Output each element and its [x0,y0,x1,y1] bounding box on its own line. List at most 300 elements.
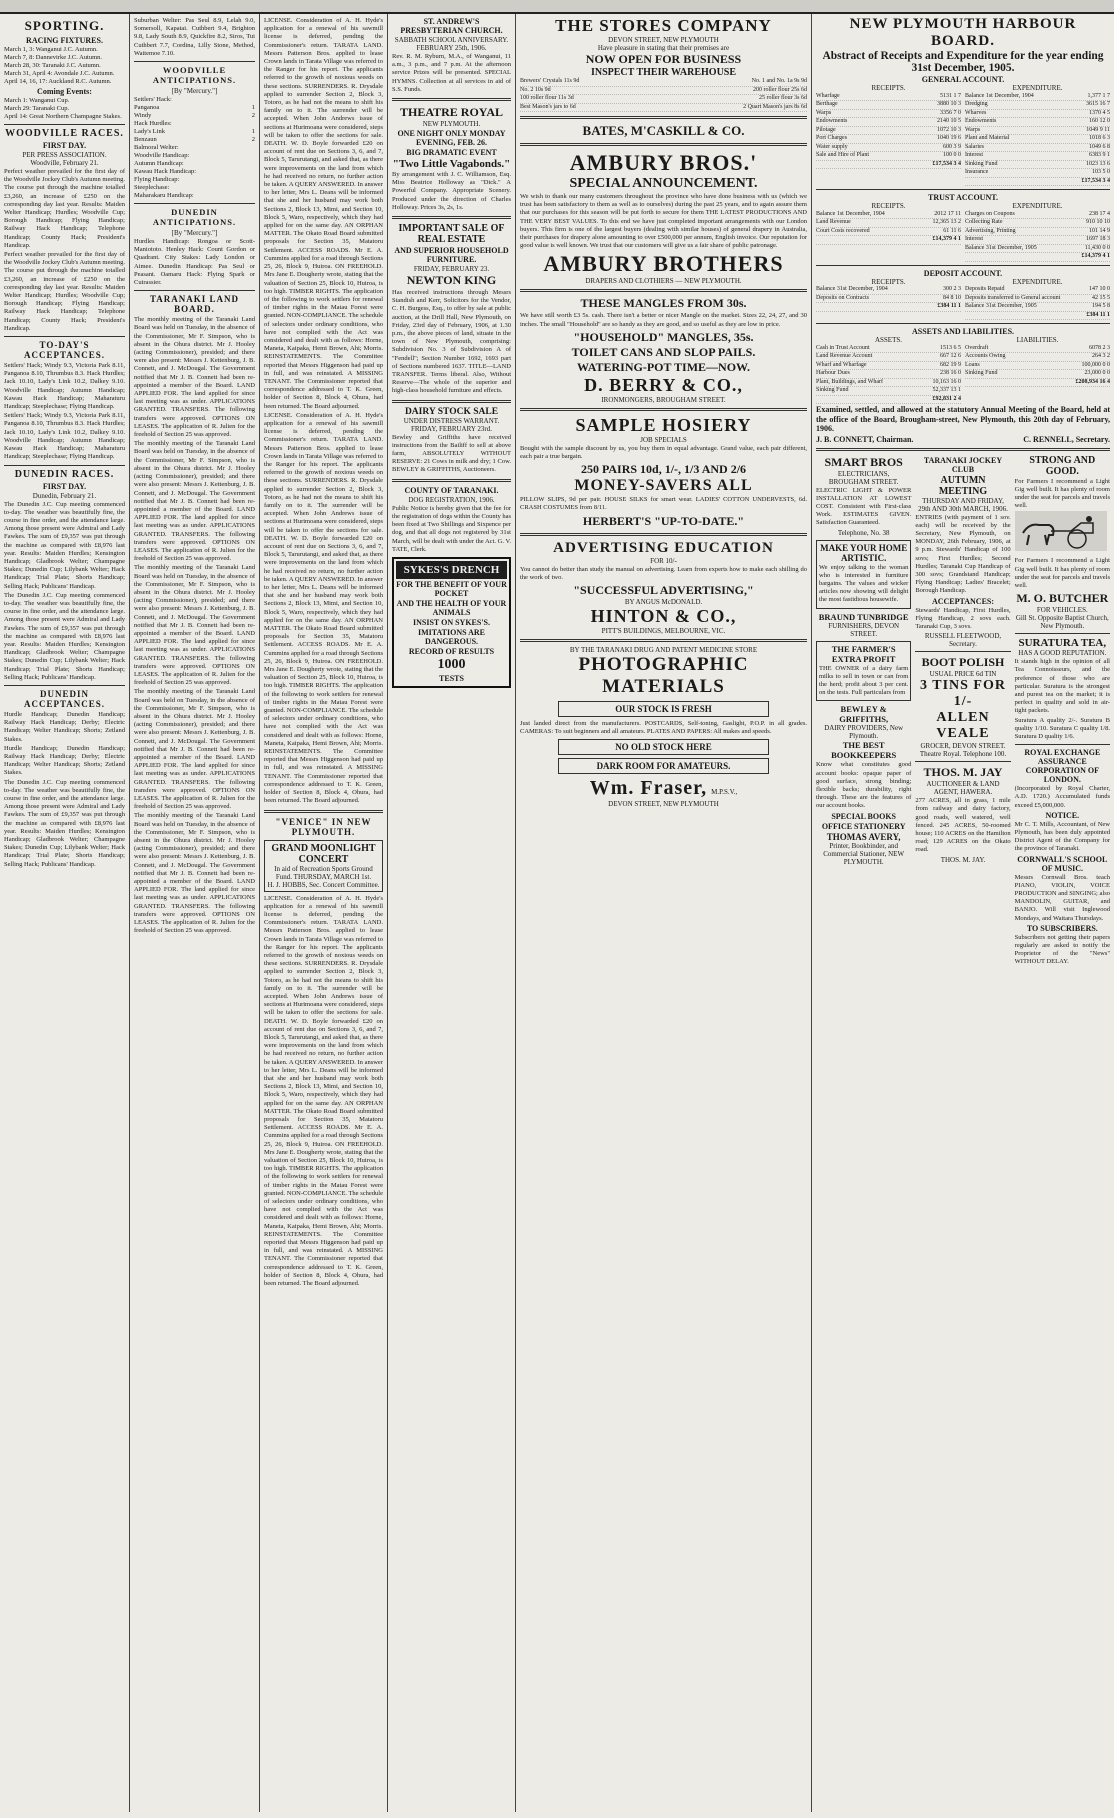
ambury-special: SPECIAL ANNOUNCEMENT. [569,176,758,191]
photo-fresh-box: OUR STOCK IS FRESH [558,701,769,717]
subscribers-body: Subscribers not getting their papers regularly are asked to notify the Proprietor of the "News" WITHOUT DELAY. [1014,933,1110,966]
list-item: March 29: Taranaki Cup. [4,105,70,112]
church-heading: ST. ANDREW'S PRESBYTERIAN CHURCH. [400,17,503,35]
trust-account-table [816,203,1110,262]
stores-sub: DEVON STREET, NEW PLYMOUTH [608,36,719,44]
important-body: Has received instructions through Messrs Standish and Kerr, Solicitors for the Vendor, C. H. Burgess, Esq., to offer by sale at public auction, at the Drill Hall, New Plymouth, on Friday, 23rd day of February, 1906, at 1.30 p.m., the above pieces of land, situate in the town of New Plymouth, comprising: Subdivision No. 3 of Subdivision A of "Fendell"; Section Number 1692, 1693 part of Sections numbered 1637. TITLE—LAND TRANSFER. Terms liberal. Also, Without Reserve—The whole of the superior and high-class household furniture and effects. [392,289,511,395]
table-row: Accounts Owing 264 3 2 [965,353,1110,362]
home-heading: MAKE YOUR HOME ARTISTIC. [820,542,908,563]
church-sub: SABBATH SCHOOL ANNIVERSARY. [394,36,509,44]
signatures [816,435,1110,444]
table-row: Balance 1st December, 1904 2012 17 11 [816,211,961,220]
concert-ad [264,840,383,892]
liabilities [965,337,1110,404]
table-row: Plant and Material 1018 6 3 [965,135,1110,144]
list-item: Settlers' Hack: [134,96,172,104]
divider [520,143,807,146]
dairy-body: Bewley and Griffiths have received instructions from the Bailiff to sell at above farm, ABSOLUTELY WITHOUT RESERVE: 21 Cows in milk and dry; 1 Cow. BEWLEY & GRIFFITHS, Auctioneers. [392,433,511,474]
table-row: Dredging 3615 16 7 [965,101,1110,110]
important-date: FRIDAY, FEBRUARY 23. [413,265,490,274]
article-body-filler: LICENSE. Consideration of A. H. Hyde's application for a renewal of his sawmill license is deferred, pending the Commissioner's return. TARATA LAND. Messrs Patterson Bros. applied to lease Crown lands in Tarata Village was referred to the Ranger for his report. The applicants referred to the growth of noxious weeds on these sections. SURRENDERS. R. Drysdale applied to surrender Section 2, Block 3, Totoro, as he had not the means to shift his family on to it. The surrender will be accepted. When John Andrews issue of sections at Hurimoana were considered, steps will be taken to offer the sections for sale. DEATH. W. D. Boyle forwarded £20 on account of rent due on Sections 3, 6, and 7, Block 5, Tarurutangi, and asked that, as there were improvements on the land from which he had received no return, no further action be taken. A QUERY ANSWERED. In answer to her letter, Mrs L. Deans will be informed that she and her husband may work both Sections 2, Block 13, Mimi, and Section 10, Block 5, Waro, respectively, which they had applied for on the same day. AN ORPHAN MATTER. The Okato Road Board submitted proposals for Section 35, Matatoru Settlement. ACCESS ROADS. Mr E. A. Cummins applied for a road through Sections 25, 26, Block 9, Huiroa. ON FREEHOLD. Mrs Jane E. Dougherty wrote, stating that the valuation of Section 25, Block 10, Huiroa, is too high. TIMBER RIGHTS. The application of the following to work settlers for renewal of timber rights in the Matau Forest were granted. NON-COMPLIANCE. The schedule of selectors under ordinary conditions, who have not complied with the Act was considered and dealt with as follows: Horne, Maneta, Kaipaka, Hemi Brown, Ahi; Morris. REINSTATEMENTS. The Committee reported that Messrs Higgenson had paid up in full, and was reinstated. A MISSING TENANT. The Commissioner reported that correspondence addressed to T. K. Green, holder of Section 8, Block 4, Ohura, had been returned. The Board adjourned. [264,894,383,1288]
table-row: Advertising, Printing 101 14 9 [965,228,1110,237]
list-item: Windy 2 [134,112,255,120]
table-row: Court Costs recovered 61 11 6 [816,228,961,237]
bookkeepers-heading: THE BEST BOOKKEEPERS [831,740,897,761]
list-item: Woodville Handicap: [134,152,190,160]
table-row: Balance 31st December, 1905 11,430 0 0 [965,245,1110,254]
heading-woodville-races: WOODVILLE RACES. [5,128,124,139]
article-body-filler: The Dunedin J.C. Cup meeting commenced to-day. The weather was beautifully fine, the course in fine order, and the attendance large. Among those present were Admiral and Lady Fawkes. The sum of £9,357 was put through the machine as compared with £8,976 last year. Results: Maiden Hurdles; Kensington Handicap; Gladbrook Welter; Champagne Stakes; Dunedin Cup; Lilybank Welter; Hack Handicap; Trial Plate; Shorts Handicap; Selling Hack; Publicans' Handicap. [4,778,125,868]
special-books: SPECIAL BOOKS [831,811,896,821]
divider [134,290,255,291]
table-row: No. 2 10s 9d 200 roller flour 25s 6d [520,87,807,96]
divider [915,761,1010,762]
deposit-receipts [816,279,961,321]
stores-body: Have pleasure in stating that their premises are [597,44,730,52]
avery-heading: THOMAS AVERY, [826,831,901,842]
trust-expenditure [965,203,1110,262]
hinton-heading: HINTON & CO., [590,606,737,627]
column-harbour-board [812,14,1114,1812]
column-sporting [0,14,130,1812]
fraser-name: Wm. Fraser, [589,777,708,800]
fraser-cred: M.P.S.V., [711,788,738,797]
table-total: £17,534 3 4 [965,178,1110,187]
list-item: March 31, April 4: Avondale J.C. Autumn. [4,70,115,77]
jc-body: ENTRIES (with payment of 1 sov. each) will be received by the Secretary, New Plymouth, on MONDAY, 26th February, 1906, at 9 p.m. Stewards' Handicap of 100 sovs; First Hurdles; Second Hurdles; Taranaki Cup Handicap of 300 sovs; Grandstand Handicap; Flying Handicap; Ladies' Bracelet; Borough Handicap. [915,513,1011,595]
divider [520,533,807,536]
divider [816,265,1110,266]
article-body-filler: The monthly meeting of the Taranaki Land Board was held on Tuesday, in the absence of the Commissioner, Mr F. Simpson, who is absent in the Ohura district. Mr J. Hooley (acting Commissioner), presided; and there were also present: Messrs J. Kettenburg, J. B. Connett, and J. McDougal. The Government notified that Mr J. B. Connett had been re-appointed a member of the Board. LAND APPLIED FOR. The land applied for since last meeting was as under. APPLICATIONS GRANTED. TRANSFERS. The following transfers were approved. OPTIONS ON LEASES. The application of R. Julien for the freehold of Section 25 was approved. [134,812,255,935]
theatre-body: By arrangement with J. C. Williamson, Esq. Miss Beatrice Holloway as "Dick." A Powerful Company. Appropriate Scenery. Produced under the direction of Charles Holloway. Prices 3s, 2s, 1s. [392,171,511,211]
table-row: Endowments 160 12 0 [965,118,1110,127]
butcher-sub: FOR VEHICLES. [1036,606,1088,615]
table-total: £208,934 16 4 [965,379,1110,388]
home-body: We enjoy talking to the woman who is interested in furniture bargains. The values and wicker articles now showing will delight the most fastidious housewife. [819,563,909,604]
church-date: FEBRUARY 25th, 1906. [416,44,487,52]
divider [816,323,1110,324]
jay-sign: THOS. M. JAY. [940,855,986,864]
chairman-signature: J. B. CONNETT, Chairman. [816,434,914,444]
trust-account-heading: TRUST ACCOUNT. [928,193,998,202]
coming-events-title: Coming Events: [37,87,92,96]
suratura-heading: SURATURA TEA, [1018,637,1107,650]
sykes-line: IMITATIONS ARE DANGEROUS. [417,627,486,646]
article-body: Hurdle Handicap; Dunedin Handicap; Railway Hack Handicap; Derby; Electric Handicap; Welter Handicap; Shorts; Zetland Stakes. [4,710,125,743]
general-account-table [816,85,1110,186]
jc-sign: RUSSELL FLEETWOOD, Secretary. [924,632,1002,649]
table-row: Interest 6383 9 1 [965,152,1110,161]
article-body: The Dunedin J.C. Cup meeting commenced to-day. The weather was beautifully fine, the course in fine order, and the attendance large. Among those present were Admiral and Lady Fawkes. The sum of £9,357 was put through the machine as compared with £8,976 last year. Results: Maiden Hurdles; Kensington Handicap; Gladbrook Welter; Champagne Stakes; Dunedin Cup; Lilybank Welter; Hack Handicap; Trial Plate; Shorts Handicap; Selling Hack; Publicans' Handicap. [4,500,125,590]
notice-body: Mr C. T. Mills, Accountant, of New Plymouth, has been duly appointed District Agent of the Company for the province of Taranaki. [1014,820,1110,853]
article-body-filler: Perfect weather prevailed for the first day of the Woodville Jockey Club's Autumn meeting. The course put through the machine totalled £3,260, an increase of £250 on the corresponding day last year. Results: Maiden Welter Handicap; Hurdles; Woodville Cup; Borough Handicap; Flying Handicap; Railway Hack Handicap; Telephone Handicap; County Hack; President's Handicap. [4,251,125,332]
table-row: Endowments 2140 10 5 [816,118,961,127]
strong-body-2: For Farmers I recommend a Light Gig well built. It has plenty of room under the seat for parcels and travels well. [1014,557,1110,589]
table-row: Loans 100,000 0 0 [965,362,1110,371]
receipts-label: RECEIPTS. [871,202,906,210]
herbert-heading: HERBERT'S "UP-TO-DATE." [582,513,745,528]
jc-dates: THURSDAY AND FRIDAY, 29th AND 30th MARCH, 1906. [918,496,1008,513]
article-body: Settlers' Hack; Windy 9.3, Victoria Park 8.11, Panganoa 8.10, Thrumbus 8.3. Hack Hurdles; Jack 10.10, Lady's Link 10.2, Dalkey 9.10. Woodville Handicap; Autumn Handicap; Kawau Hack Handicap; Maharaturu Handicap; Steeplechase; Flying Handicap. [4,362,125,411]
hinton-addr: PITT'S BUILDINGS, MELBOURNE, VIC. [601,627,726,636]
list-item: March 1: Wanganui Cup. [4,97,70,104]
concert-sign: H. J. HOBBS, Sec. Concert Committee. [267,880,380,889]
fraser-signature [520,777,807,800]
divider [520,639,807,642]
table-row: Best Mason's jars to 6d 2 Quart Mason's jars 8s 6d [520,104,807,113]
theatre-sub: NEW PLYMOUTH. [422,120,481,129]
berry-sub: IRONMONGERS, BROUGHAM STREET. [601,395,726,404]
deposit-account-heading: DEPOSIT ACCOUNT. [923,268,1003,278]
ad-column-b [915,455,1010,968]
general-expenditure [965,85,1110,186]
first-day-label: FIRST DAY. [42,141,87,150]
table-row: Port Charges 1040 19 6 [816,135,961,144]
divider [392,400,511,403]
cornwall-body: Messrs Cornwall Bros. teach PIANO, VIOLIN, VOICE PRODUCTION and SINGING; also MANDOLIN, GUITAR, and BANJO. Will visit Inglewood Mondays, and Waitara Thursdays. [1014,873,1110,922]
list-item: April 14, 16, 17: Auckland R.C. Autumn. [4,78,112,85]
stores-inspect: INSPECT THEIR WAREHOUSE [590,67,737,78]
avery-sub: Printer, Bookbinder, and Commercial Stationer, NEW PLYMOUTH. [823,841,905,866]
table-row: Deposits on Contracts 84 8 10 [816,295,961,304]
heading-woodville-anticipations: WOODVILLE ANTICIPATIONS. [152,65,237,86]
mangles-body: We have still worth £3 5s. cash. There isn't a better or nicer Mangle on the market. Sizes 22, 24, 27, and 30 inches. The small "Household" are so handy as they are good, and so useful as they are low in price. [520,312,807,328]
table-total: £14,379 4 1 [816,236,961,245]
photo-darkroom-box: DARK ROOM FOR AMATEURS. [558,758,769,774]
divider [4,336,125,337]
article-body-filler: Hurdle Handicap; Dunedin Handicap; Railway Hack Handicap; Derby; Electric Handicap; Welter Handicap; Shorts; Zetland Stakes. [4,744,125,777]
divider [134,203,255,204]
boot-polish: BOOT POLISH [921,655,1005,670]
cornwall-heading: CORNWALL'S SCHOOL OF MUSIC. [1017,854,1108,873]
first-day-label: FIRST DAY. [42,481,87,491]
divider [520,116,807,119]
divider [264,810,383,813]
table-row: Sinking Fund 1023 13 6 [965,161,1110,170]
strong-body: For Farmers I recommend a Light Gig well built. It has plenty of room under the seat for parcels and travels well. [1014,477,1110,510]
advertising-body: You cannot do better than study the manual on advertising. Learn from experts how to make each shilling do the work of two. [520,565,807,581]
notice-heading: NOTICE. [1045,810,1080,820]
article-body: Hurdles Handicap: Rongoa or Scott-Maniototo. Henley Hack: Count Gordon or Quadrant. City Stakes: Lady London or Aimee. Dunedin Handicap: Pas Seul or Peasant. Oamaru Hack: Flying Spark or Cuirassier. [134,238,255,287]
list-item: Panganoa 1 [134,104,255,112]
trust-receipts [816,203,961,262]
heading-dunedin-anticipations: DUNEDIN ANTICIPATIONS. [152,207,237,228]
general-receipts [816,85,961,186]
article-body-filler: Settlers' Hack; Windy 9.3, Victoria Park 8.11, Panganoa 8.10, Thrumbus 8.3. Hack Hurdles; Jack 10.10, Lady's Link 10.2, Dalkey 9.10. Woodville Handicap; Autumn Handicap; Kawau Hack Handicap; Maharaturu Handicap; Steeplechase; Flying Handicap. [4,412,125,461]
table-total: £384 11 1 [816,303,961,312]
photo-body: Just landed direct from the manufacturers. POSTCARDS, Self-toning, Gaslight, P.O.P. in all grades. CAMERAS: To suit beginners and all amateurs. PLATES AND PAPERS: All makes and speeds. [520,720,807,736]
list-item: Lady's Link 1 [134,128,255,136]
veale-sub: GROCER, DEVON STREET. Theatre Royal. Telephone 100. [919,742,1007,759]
list-item: March 7, 8: Dannevirke J.C. Autumn. [4,54,103,61]
suratura-prices: Suratura A quality 2/-. Suratura B quality 1/10. Suratura C quality 1/8. Suratura D quality 1/6. [1014,716,1110,740]
dairy-heading: DAIRY STOCK SALE [404,406,499,417]
money-heading: MONEY-SAVERS ALL [574,477,753,495]
heading-sporting: SPORTING. [24,18,105,33]
press-association: PER PRESS ASSOCIATION. [22,151,107,159]
article-body: Suburban Welter: Pas Seul 8.9, Lelah 9.0, Somersoll, Kapatai. Cuthbert 9.4, Brighton 9.8, Lady South 8.9, Quickfire 8.2, Siros, Tui Cuthbert 7.7, Cordina, Lilly Stone, Method, Waitemoe 7.10. [134,17,255,57]
braund-sub: FURNISHERS, DEVON STREET. [828,621,900,638]
smart-heading: SMART BROS [824,454,903,469]
secretary-signature: C. RENNELL, Secretary. [1023,434,1110,444]
mangles-sub: "HOUSEHOLD" MANGLES, 35s. [573,329,754,344]
table-row: Harbour Dues 238 16 0 [816,370,961,379]
table-row: Insurance 103 5 0 [965,169,1110,178]
jay-heading: THOS. M. JAY [923,765,1003,780]
abstract-title: Abstract of Receipts and Expenditure for the year ending 31st December, 1905. [822,50,1104,74]
divider [4,465,125,466]
column-notices [388,14,516,1812]
successful-heading: "SUCCESSFUL ADVERTISING," [573,583,754,598]
table-row: Collecting Rate 910 10 10 [965,219,1110,228]
heading-venice: "VENICE" IN NEW PLYMOUTH. [275,816,372,837]
office-stationery: OFFICE STATIONERY [821,821,906,831]
list-item: Balmoral Welter: [134,144,179,152]
list-item: Maharakaru Handicap: [134,192,194,200]
list-item: March 1, 3: Wanganui J.C. Autumn. [4,46,98,53]
list-item: Flying Handicap: [134,176,180,184]
table-row: Land Revenue 12,365 13 2 [816,219,961,228]
table-total: £14,379 4 1 [965,253,1110,262]
farmer-ad [816,641,911,702]
sykes-line: INSIST ON SYKES'S. [413,617,490,627]
church-body: Rev. R. M. Ryburn, M.A., of Wanganui, 11 a.m., 3 p.m., and 7 p.m. At the afternoon service Prizes will be presented. SPECIAL HYMNS. Collection at all services in aid of S.S. Funds. [392,53,511,93]
list-item: Autumn Handicap: [134,160,184,168]
table-row: Interest 1697 18 3 [965,236,1110,245]
divider [392,216,511,219]
assets [816,337,961,404]
article-body-filler: LICENSE. Consideration of A. H. Hyde's application for a renewal of his sawmill license is deferred, pending the Commissioner's return. TARATA LAND. Messrs Patterson Bros. applied to lease Crown lands in Tarata Village was referred to the Ranger for his report. The applicants referred to the growth of noxious weeds on these sections. SURRENDERS. R. Drysdale applied to surrender Section 2, Block 3, Totoro, as he had not the means to shift his family on to it. The surrender will be accepted. When John Andrews issue of sections at Hurimoana were considered, steps will be taken to offer the sections for sale. DEATH. W. D. Boyle forwarded £20 on account of rent due on Sections 3, 6, and 7, Block 5, Tarurutangi, and asked that, as there were improvements on the land from which he had received no return, no further action be taken. A QUERY ANSWERED. In answer to her letter, Mrs L. Deans will be informed that she and her husband may work both Sections 2, Block 13, Mimi, and Section 10, Block 5, Waro, respectively, which they had applied for on the same day. AN ORPHAN MATTER. The Okato Road Board submitted proposals for Section 35, Matatoru Settlement. ACCESS ROADS. Mr E. A. Cummins applied for a road through Sections 25, 26, Block 9, Huiroa. ON FREEHOLD. Mrs Jane E. Dougherty wrote, stating that the valuation of Section 25, Block 10, Huiroa, is too high. TIMBER RIGHTS. The application of the following to work settlers for renewal of timber rights in the Matau Forest were granted. NON-COMPLIANCE. The schedule of selectors under ordinary conditions, who have not complied with the Act was considered and dealt with as follows: Horne, Maneta, Kaipaka, Hemi Brown, Ahi; Morris. REINSTATEMENTS. The Committee reported that Messrs Higgenson had paid up in full, and was reinstated. A MISSING TENANT. The Commissioner reported that correspondence addressed to T. K. Green, holder of Section 8, Block 4, Ohura, had been returned. The Board adjourned. [264,411,383,805]
bates-heading: BATES, M'CASKILL & CO. [582,123,745,138]
byline: [By "Mercury."] [171,87,218,96]
hosiery-price: 250 PAIRS 10d, 1/-, 1/3 AND 2/6 [580,462,747,477]
table-row: Brewers' Crystals 11s 9d No. 1 and No. 1a 9s 9d [520,78,807,87]
column-adverts [516,14,812,1812]
table-row: Sinking Fund 52,337 13 1 [816,387,961,396]
article-body: The monthly meeting of the Taranaki Land Board was held on Tuesday, in the absence of the Commissioner, Mr F. Simpson, who is absent in the Ohura district. Mr J. Hooley (acting Commissioner), presided; and there were also present: Messrs J. Kettenburg, J. B. Connett, and J. McDougal. The Government notified that Mr J. B. Connett had been re-appointed a member of the Board. LAND APPLIED FOR. The land applied for since last meeting was as under. APPLICATIONS GRANTED. TRANSFERS. The following transfers were approved. OPTIONS ON LEASES. The application of R. Julien for the freehold of Section 25 was approved. [134,316,255,439]
bewley-sub: DAIRY PROVIDERS, New Plymouth. [824,724,904,741]
smart-addr: BROUGHAM STREET. [828,477,899,486]
divider [520,289,807,292]
home-ad [816,540,911,609]
table-row: Cash in Trust Account 1513 6 5 [816,345,961,354]
deposit-expenditure [965,279,1110,321]
horse-buggy-illustration [1015,511,1107,551]
heading-taranaki-land-board: TARANAKI LAND BOARD. [149,294,240,315]
byline: [By "Mercury."] [171,229,218,238]
article-body: Perfect weather prevailed for the first day of the Woodville Jockey Club's Autumn meeting. The course put through the machine totalled £3,260, an increase of £250 on the corresponding day last year. Results: Maiden Welter Handicap; Hurdles; Woodville Cup; Borough Handicap; Flying Handicap; Railway Hack Handicap; Telephone Handicap; County Hack; President's Handicap. [4,168,125,249]
smart-phone: Telephone, No. 38 [837,528,890,537]
table-row: Wharfage 5131 1 7 [816,93,961,102]
anticipations-list [134,96,255,200]
sykes-line: FOR THE BENEFIT OF YOUR POCKET [396,579,507,598]
table-row: Warps 3356 7 0 [816,110,961,119]
article-body-filler: The Dunedin J.C. Cup meeting commenced to-day. The weather was beautifully fine, the course in fine order, and the attendance large. Among those present were Admiral and Lady Fawkes. The sum of £9,357 was put through the machine as compared with £8,976 last year. Results: Maiden Hurdles; Kensington Handicap; Gladbrook Welter; Champagne Stakes; Dunedin Cup; Lilybank Welter; Hack Handicap; Trial Plate; Shorts Handicap; Selling Hack; Publicans' Handicap. [4,591,125,681]
expenditure-label: EXPENDITURE. [1012,202,1063,210]
smart-sub: ELECTRICIANS, [837,469,890,478]
ambury-heading: AMBURY BROS.' [569,150,758,175]
table-row: 100 roller flour 11s 3d 25 roller flour 3s 6d [520,95,807,104]
heading-todays-acceptances: TO-DAY'S ACCEPTANCES. [23,340,106,361]
concert-title: GRAND MOONLIGHT CONCERT [271,842,376,865]
divider [392,98,511,101]
table-total: £17,534 3 4 [816,161,961,170]
racing-fixtures-title: RACING FIXTURES. [26,36,103,45]
sykes-title: SYKES'S DRENCH [396,561,507,579]
drug-store-line: BY THE TARANAKI DRUG AND PATENT MEDICINE STORE [569,646,758,655]
divider [816,189,1110,190]
table-row: Deposits Repaid 147 10 0 [965,286,1110,295]
jc-accept-body: Stewards' Handicap, First Hurdles, Flying Handicap, 2 sovs each. Taranaki Cup, 3 sovs. [915,606,1011,630]
butcher-addr: Gill St. Opposite Baptist Church, New Plymouth. [1015,614,1109,631]
photo-heading: PHOTOGRAPHIC MATERIALS [578,654,749,698]
successful-by: BY ANGUS McDONALD. [624,598,703,607]
table-total: £384 11 1 [965,312,1110,321]
table-row: Deposits transferred to General account 42 15 5 [965,295,1110,304]
ambury-addr: DRAPERS AND CLOTHIERS — NEW PLYMOUTH. [585,277,742,286]
jay-body: 277 ACRES, all in grass, 1 mile from railway and dairy factory, good roads, well watered, well fenced. 245 ACRES, 50-roomed house; 110 ACRES on the Hamilton road; 129 ACRES on the Okato road. [915,797,1011,854]
masthead-strip [0,0,1114,14]
royal-exchange-heading: ROYAL EXCHANGE ASSURANCE CORPORATION OF LONDON. [1024,748,1101,785]
article-body-filler: The monthly meeting of the Taranaki Land Board was held on Tuesday, in the absence of the Commissioner, Mr F. Simpson, who is absent in the Ohura district. Mr J. Hooley (acting Commissioner), presided; and there were also present: Messrs J. Kettenburg, J. B. Connett, and J. McDougal. The Government notified that Mr J. B. Connett had been re-appointed a member of the Board. LAND APPLIED FOR. The land applied for since last meeting was as under. APPLICATIONS GRANTED. TRANSFERS. The following transfers were approved. OPTIONS ON LEASES. The application of R. Julien for the freehold of Section 25 was approved. [134,564,255,687]
list-item: April 14: Great Northern Champagne Stakes. [4,113,122,120]
table-row: Wharves 1370 4 5 [965,110,1110,119]
theatre-heading: THEATRE ROYAL [399,105,504,120]
table-row: Water supply 600 3 9 [816,144,961,153]
dateline: Dunedin, February 21. [32,491,97,500]
table-row: Salaries 1049 6 8 [965,144,1110,153]
strong-heading: STRONG AND GOOD. [1029,454,1096,477]
stores-open: NOW OPEN FOR BUSINESS [585,52,742,66]
divider [915,651,1010,652]
mangles-heading: THESE MANGLES FROM 30s. [580,296,747,311]
fraser-addr: DEVON STREET, NEW PLYMOUTH [608,800,719,809]
advertising-price: FOR 10/- [650,556,677,565]
table-row: Charges on Coupons 238 17 4 [965,211,1110,220]
ambury-brothers: AMBURY BROTHERS [543,251,784,277]
heading-dunedin-races: DUNEDIN RACES. [14,468,115,480]
butcher-heading: M. O. BUTCHER [1016,591,1109,606]
boot-offer: 3 TINS FOR 1/- [920,678,1006,710]
article-body: LICENSE. Consideration of A. H. Hyde's application for a renewal of his sawmill license is deferred, pending the Commissioner's return. TARATA LAND. Messrs Patterson Bros. applied to lease Crown lands in Tarata Village was referred to the Ranger for his report. The applicants referred to the growth of noxious weeds on these sections. SURRENDERS. R. Drysdale applied to surrender Section 2, Block 3, Totoro, as he had not the means to shift his family on to it. The surrender will be accepted. When John Andrews issue of sections at Hurimoana were considered, steps will be taken to offer the sections for sale. DEATH. W. D. Boyle forwarded £20 on account of rent due on Sections 3, 6, and 7, Block 5, Tarurutangi, and asked that, as there were improvements on the land from which he had received no return, no further action be taken. A QUERY ANSWERED. In answer to her letter, Mrs L. Deans will be informed that she and her husband may work both Sections 2, Block 13, Mimi, and Section 10, Block 5, Waro, respectively, which they had applied for on the same day. AN ORPHAN MATTER. The Okato Road Board submitted proposals for Section 35, Matatoru Settlement. ACCESS ROADS. Mr E. A. Cummins applied for a road through Sections 25, 26, Block 9, Huiroa. ON FREEHOLD. Mrs Jane E. Dougherty wrote, stating that the valuation of Section 25, Block 10, Huiroa, is too high. TIMBER RIGHTS. The application of the following to work settlers for renewal of timber rights in the Matau Forest were granted. NON-COMPLIANCE. The schedule of selectors under ordinary conditions, who have not complied with the Act was considered and dealt with as follows: Horne, Maneta, Kaipaka, Hemi Brown, Ahi; Morris. REINSTATEMENTS. The Committee reported that Messrs Higgenson had paid up in full, and was reinstated. A MISSING TENANT. The Commissioner reported that correspondence addressed to T. K. Green, holder of Section 8, Block 4, Ohura, had been returned. The Board adjourned. [264,17,383,410]
braund-heading: BRAUND TUNBRIDGE [818,611,909,622]
list-item: Steeplechase: [134,184,170,192]
assets-label: ASSETS. [874,336,903,344]
dairy-sub: UNDER DISTRESS WARRANT. [403,416,500,425]
sykes-ad [392,557,511,688]
column-land-board-cont [260,14,388,1812]
smart-body: ELECTRIC LIGHT & POWER INSTALLATION AT LOWEST COST. Consistent with First-class Work. ESTIMATES GIVEN. Satisfaction Guaranteed. [816,486,912,527]
table-row: Wharf and Wharfage 682 19 9 [816,362,961,371]
article-body-filler: The monthly meeting of the Taranaki Land Board was held on Tuesday, in the absence of the Commissioner, Mr F. Simpson, who is absent in the Ohura district. Mr J. Hooley (acting Commissioner), presided; and there were also present: Messrs J. Kettenburg, J. B. Connett, and J. McDougal. The Government notified that Mr J. B. Connett had been re-appointed a member of the Board. LAND APPLIED FOR. The land applied for since last meeting was as under. APPLICATIONS GRANTED. TRANSFERS. The following transfers were approved. OPTIONS ON LEASES. The application of R. Julien for the freehold of Section 25 was approved. [134,688,255,811]
bookkeepers-body: Know what constitutes good account books: opaque paper of good surface, strong binding; flexible backs; durability, right through. These are the features of our account books. [816,761,912,810]
jockey-club-heading: TARANAKI JOCKEY CLUB [923,455,1003,474]
table-row: Balance 31st December, 1905 194 5 8 [965,303,1110,312]
sykes-line: AND THE HEALTH OF YOUR ANIMALS [396,598,507,617]
article-body-filler: The monthly meeting of the Taranaki Land Board was held on Tuesday, in the absence of the Commissioner, Mr F. Simpson, who is absent in the Ohura district. Mr J. Hooley (acting Commissioner), presided; and there were also present: Messrs J. Kettenburg, J. B. Connett, and J. McDougal. The Government notified that Mr J. B. Connett had been re-appointed a member of the Board. LAND APPLIED FOR. The land applied for since last meeting was as under. APPLICATIONS GRANTED. TRANSFERS. The following transfers were approved. OPTIONS ON LEASES. The application of R. Julien for the freehold of Section 25 was approved. [134,440,255,563]
theatre-line: ONE NIGHT ONLY MONDAY EVENING, FEB. 26. [397,129,506,148]
suratura-sub: HAS A GOOD REPUTATION. [1018,649,1107,658]
county-heading: COUNTY OF TARANAKI. [404,485,499,495]
important-sale-heading: IMPORTANT SALE OF REAL ESTATE [398,223,505,246]
concert-sub: In aid of Recreation Sports Ground Fund. THURSDAY, MARCH 1st. [274,864,373,881]
examined-note: Examined, settled, and allowed at the statutory Annual Meeting of the Board, held at the office of the Board, Brougham-street, New Plymouth, this 20th day of February, 1906. [816,405,1110,433]
table-row: Balance 31st December, 1904 300 2 3 [816,286,961,295]
table-row: Sinking Fund 23,000 0 0 [965,370,1110,379]
divider [1015,744,1110,745]
receipts-label: RECEIPTS. [871,84,906,92]
table-row: Land Revenue Account 667 12 6 [816,353,961,362]
table-row: Balance 1st December, 1904 1,377 1 7 [965,93,1110,102]
table-row: Berthage 3880 10 3 [816,101,961,110]
ad-column-c [1015,455,1110,968]
hosiery-body: Bought with the sample discount by us, you buy them in equal advantage. Grand value, each pair different, each pair a true bargain. [520,444,807,461]
assets-liabilities-table [816,337,1110,404]
theatre-big: BIG DRAMATIC EVENT [406,148,497,158]
subscribers-heading: TO SUBSCRIBERS. [1026,923,1098,933]
heading-dunedin-acceptances: DUNEDIN ACCEPTANCES. [23,688,106,709]
table-total: £92,831 2 4 [816,396,961,405]
harbour-heading: NEW PLYMOUTH HARBOUR BOARD. [849,16,1077,49]
farmer-body: THE OWNER of a dairy farm milks to sell in town or can from the herd; profit about 3 per cent. on the tests. Full particulars from [819,664,909,697]
theatre-play: "Two Little Vagabonds." [392,158,511,171]
jay-sub: AUCTIONEER & LAND AGENT, HAWERA. [926,780,1000,797]
county-body: Public Notice is hereby given that the fee for the registration of dogs within the County has been fixed at Two Shillings and Sixpence per dog, and that all dogs not registered by 31st March, will be dealt with under the Act. G. V. TATE, Clerk. [392,504,511,553]
deposit-account-table [816,279,1110,321]
divider [4,124,125,125]
table-row: Pilotage 1072 10 3 [816,127,961,136]
divider [816,448,1110,451]
expenditure-label: EXPENDITURE. [1012,277,1063,286]
divider [134,61,255,62]
column-anticipations [130,14,260,1812]
boot-sub: USUAL PRICE 6d TIN [929,670,997,679]
money-body: PILLOW SLIPS, 9d per pair. HOUSE SILKS for smart wear. LADIES' COTTON UNDERVESTS, 6d. CRASH COSTUMES from 8/11. [520,496,807,512]
fixtures-list [4,46,125,86]
divider [4,685,125,686]
list-item: Benzaun 2 [134,136,255,144]
table-row: Plant, Buildings, and Wharf 10,163 16 0 [816,379,961,388]
photo-no-old-box: NO OLD STOCK HERE [558,739,769,755]
important-who: NEWTON KING [406,273,497,288]
important-sub: AND SUPERIOR HOUSEHOLD FURNITURE. [394,246,509,265]
stores-price-table [520,78,807,112]
sykes-line: 1000 [437,656,466,672]
dateline: Woodville, February 21. [30,159,99,167]
assets-liabilities-heading: ASSETS AND LIABILITIES. [911,327,1015,336]
hosiery-sub: JOB SPECIALS [640,435,687,444]
sykes-line: RECORD OF RESULTS [408,646,495,656]
bottom-ad-grid [816,455,1110,968]
autumn-meeting: AUTUMN MEETING [938,474,988,497]
stores-heading: THE STORES COMPANY [555,16,772,35]
liabilities-label: LIABILITIES. [1016,336,1059,344]
county-sub: DOG REGISTRATION, 1906. [408,495,495,504]
divider [1015,633,1110,634]
jc-acceptances: ACCEPTANCES: [931,596,995,606]
toilet-heading: TOILET CANS AND SLOP PAILS. [571,344,756,359]
list-item: March 28, 30: Taranaki J.C. Autumn. [4,62,101,69]
suratura-body: It stands high in the opinion of all Tea Connoisseurs, and the preference of those who are particular. Suratura is the strongest and purest tea on the market; it is perfect in quality and sold in air-tight packets. [1014,658,1110,715]
sykes-line: TESTS [439,673,464,683]
list-item: Kawau Hack Handicap: [134,168,197,176]
farmer-heading: THE FARMER'S EXTRA PROFIT [831,643,896,664]
ambury-body: We wish to thank our many customers throughout the province who have done business with us (which we trust has been satisfactory to them as well as to ourselves) during the past 25 years, and to again assure them that our purchases for this season will be put forth to secure for them THE LATEST PRODUCTIONS AND THE VERY BEST VALUES. To this end we have just completed important arrangements with our London buyers. This firm is one of the largest buyers (dealing with similar houses) of general drapery in Australia, their purchases for drapery alone amounting to over £500,000 per annum, English invoice. Our reputation for good value is well known. We trust that our customers will give us a fair share of public patronage. [520,193,807,250]
divider [392,479,511,482]
list-item: Hack Hurdles: [134,120,172,128]
hosiery-heading: SAMPLE HOSIERY [575,414,752,435]
dairy-date: FRIDAY, FEBRUARY 23rd. [410,424,493,433]
